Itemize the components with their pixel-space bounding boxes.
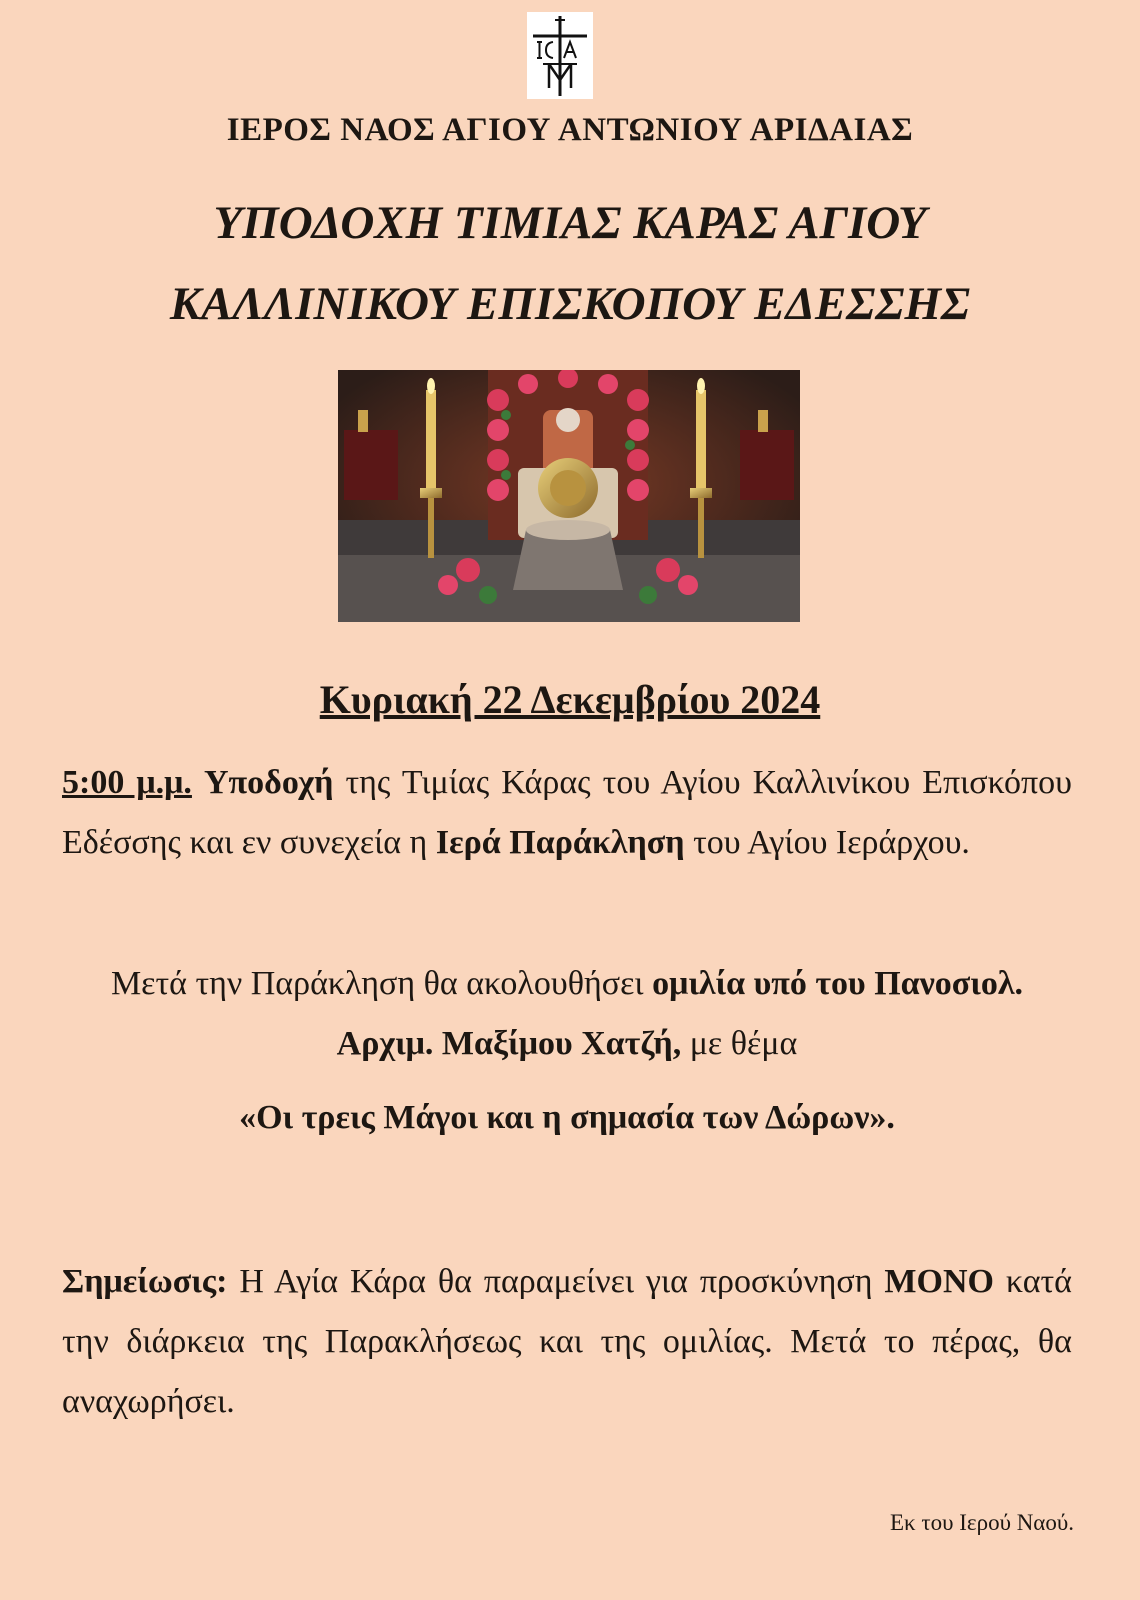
sermon-paragraph [62, 954, 1072, 1074]
note-paragraph [62, 1252, 1072, 1432]
note-text-1: Η Αγία Κάρα θα παραμείνει για προσκύνηση [227, 1263, 885, 1300]
church-monogram-icon [527, 12, 593, 99]
page-title-line-1: ΥΠΟΔΟΧΗ ΤΙΜΙΑΣ ΚΑΡΑΣ ΑΓΙΟΥ [213, 197, 927, 249]
sermon-topic: «Οι τρεις Μάγοι και η σημασία των Δώρων». [239, 1099, 895, 1136]
event-date: Κυριακή 22 Δεκεμβρίου 2024 [319, 677, 821, 722]
sermon-text-1: Μετά την Παράκληση θα ακολουθήσει [110, 965, 653, 1002]
note-label: Σημείωσις: [62, 1263, 228, 1300]
schedule-text-2: του Αγίου Ιεράρχου. [684, 824, 970, 861]
church-name: ΙΕΡΟΣ ΝΑΟΣ ΑΓΙΟΥ ΑΝΤΩΝΙΟΥ ΑΡΙΔΑΙΑΣ [226, 112, 914, 148]
relic-photo [338, 370, 800, 622]
note-text-2: κατά την διάρκεια της Παρακλήσεως και της ομιλίας. Μετά το πέρας, θα αναχωρήσει. [62, 1263, 1072, 1420]
page-title-line-2: ΚΑΛΛΙΝΙΚΟΥ ΕΠΙΣΚΟΠΟΥ ΕΔΕΣΣΗΣ [169, 278, 971, 330]
event-time: 5:00 μ.μ. [62, 764, 192, 801]
signature: Εκ του Ιερού Ναού. [890, 1510, 1074, 1535]
sermon-text-2: με θέμα [681, 1025, 798, 1062]
note-emphasis: ΜΟΝΟ [884, 1263, 994, 1300]
service-name: Ιερά Παράκληση [435, 824, 685, 861]
sermon-speaker: ομιλία υπό του Πανοσιολ. Αρχιμ. Μαξίμου Χατζή, [336, 965, 1024, 1062]
schedule-paragraph [62, 753, 1072, 873]
event-title: Υποδοχή [204, 764, 334, 801]
schedule-text-1: της Τιμίας Κάρας του Αγίου Καλλινίκου Επισκόπου Εδέσσης και εν συνεχεία η [62, 764, 1073, 861]
